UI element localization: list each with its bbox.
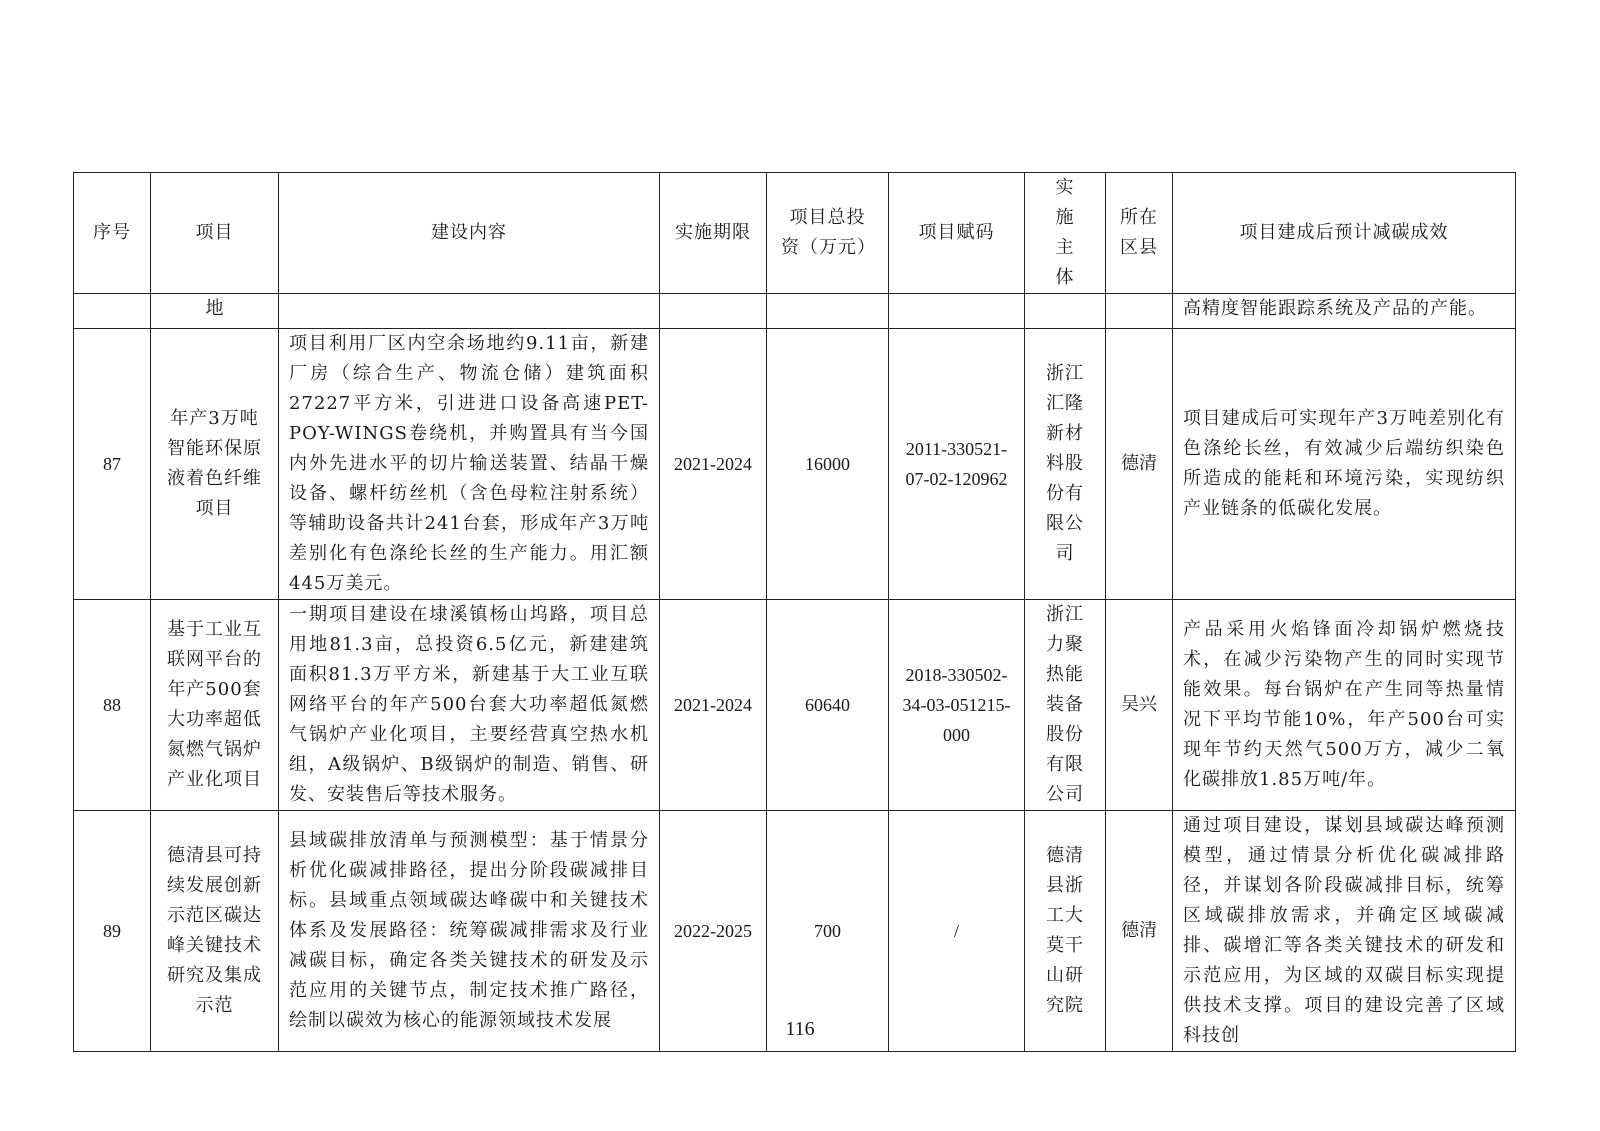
- header-effect: 项目建成后预计减碳成效: [1173, 173, 1516, 294]
- cell-district: 吴兴: [1106, 600, 1173, 811]
- table-row: [74, 600, 1516, 811]
- cell-seq: 89: [74, 811, 151, 1052]
- header-seq: 序号: [74, 173, 151, 294]
- cell-project: 年产3万吨智能环保原液着色纤维项目: [151, 329, 279, 600]
- table-row: [74, 811, 1516, 1052]
- cell-content: 县域碳排放清单与预测模型：基于情景分析优化碳减排路径，提出分阶段碳减排目标。县域重点领域碳达峰碳中和关键技术体系及发展路径：统筹碳减排需求及行业减碳目标，确定各类关键技术的研发及示范应用的关键节点，制定技术推广路径，绘制以碳效为核心的能源领域技术发展: [279, 811, 660, 1052]
- cell-seq: [74, 294, 151, 329]
- header-entity: 实施主体: [1025, 173, 1106, 294]
- cell-effect: 产品采用火焰锋面冷却锅炉燃烧技术，在减少污染物产生的同时实现节能效果。每台锅炉在产生同等热量情况下平均节能10%，年产500台可实现年节约天然气500万方，减少二氧化碳排放1.85万吨/年。: [1173, 600, 1516, 811]
- cell-entity: 浙江汇隆新材料股份有限公司: [1025, 329, 1106, 600]
- cell-code: 2011-330521-07-02-120962: [889, 329, 1025, 600]
- cell-content: [279, 294, 660, 329]
- cell-entity: 德清县浙工大莫干山研究院: [1025, 811, 1106, 1052]
- cell-code: 2018-330502-34-03-051215-000: [889, 600, 1025, 811]
- cell-invest: 700: [767, 811, 889, 1052]
- cell-effect: 项目建成后可实现年产3万吨差别化有色涤纶长丝，有效减少后端纺织染色所造成的能耗和环境污染，实现纺织产业链条的低碳化发展。: [1173, 329, 1516, 600]
- header-content: 建设内容: [279, 173, 660, 294]
- cell-invest: 60640: [767, 600, 889, 811]
- cell-invest: [767, 294, 889, 329]
- cell-invest: 16000: [767, 329, 889, 600]
- cell-seq: 87: [74, 329, 151, 600]
- cell-effect: 高精度智能跟踪系统及产品的产能。: [1173, 294, 1516, 329]
- cell-period: 2021-2024: [660, 600, 767, 811]
- table-row: [74, 294, 1516, 329]
- cell-period: 2022-2025: [660, 811, 767, 1052]
- cell-period: 2021-2024: [660, 329, 767, 600]
- cell-district: 德清: [1106, 329, 1173, 600]
- cell-content: 项目利用厂区内空余场地约9.11亩，新建厂房（综合生产、物流仓储）建筑面积27227平方米，引进进口设备高速PET-POY-WINGS卷绕机，并购置具有当今国内外先进水平的切片输送装置、结晶干燥设备、螺杆纺丝机（含色母粒注射系统）等辅助设备共计241台套，形成年产3万吨差别化有色涤纶长丝的生产能力。用汇额445万美元。: [279, 329, 660, 600]
- page-number: 116: [785, 1018, 815, 1040]
- cell-district: [1106, 294, 1173, 329]
- cell-content: 一期项目建设在埭溪镇杨山坞路，项目总用地81.3亩，总投资6.5亿元，新建建筑面积81.3万平方米，新建基于大工业互联网络平台的年产500台套大功率超低氮燃气锅炉产业化项目，主要经营真空热水机组，A级锅炉、B级锅炉的制造、销售、研发、安装售后等技术服务。: [279, 600, 660, 811]
- cell-project: 基于工业互联网平台的年产500套大功率超低氮燃气锅炉产业化项目: [151, 600, 279, 811]
- cell-code: [889, 294, 1025, 329]
- table-row: [74, 329, 1516, 600]
- header-district: 所在区县: [1106, 173, 1173, 294]
- cell-district: 德清: [1106, 811, 1173, 1052]
- cell-entity: 浙江力聚热能装备股份有限公司: [1025, 600, 1106, 811]
- cell-code: /: [889, 811, 1025, 1052]
- header-period: 实施期限: [660, 173, 767, 294]
- cell-effect: 通过项目建设，谋划县域碳达峰预测模型，通过情景分析优化碳减排路径，并谋划各阶段碳减排目标，统筹区域碳排放需求，并确定区域碳减排、碳增汇等各类关键技术的研发和示范应用，为区域的双碳目标实现提供技术支撑。项目的建设完善了区域科技创: [1173, 811, 1516, 1052]
- cell-project: 德清县可持续发展创新示范区碳达峰关键技术研究及集成示范: [151, 811, 279, 1052]
- cell-entity: [1025, 294, 1106, 329]
- cell-period: [660, 294, 767, 329]
- cell-seq: 88: [74, 600, 151, 811]
- header-code: 项目赋码: [889, 173, 1025, 294]
- project-table: [73, 172, 1516, 1052]
- header-project: 项目: [151, 173, 279, 294]
- cell-project: 地: [151, 294, 279, 329]
- table-header-row: [74, 173, 1516, 294]
- header-invest: 项目总投资（万元）: [767, 173, 889, 294]
